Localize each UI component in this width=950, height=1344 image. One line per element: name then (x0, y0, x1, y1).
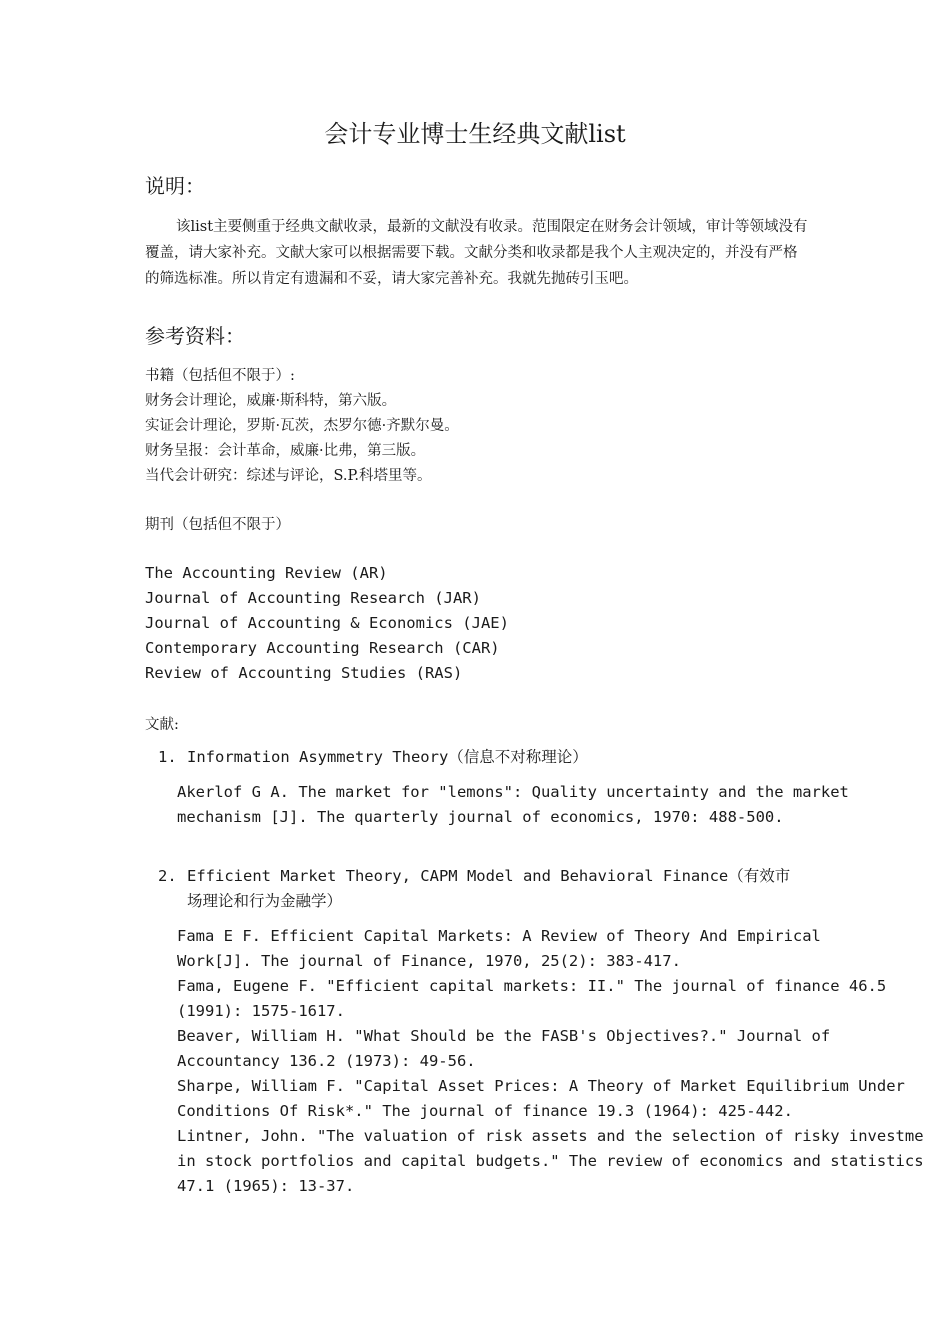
journal-item: Contemporary Accounting Research (CAR) (145, 639, 500, 657)
reference-line: Akerlof G A. The market for "lemons": Quality uncertainty and the market (177, 783, 849, 801)
reference-line: Fama, Eugene F. "Efficient capital markets: II." The journal of finance 46.5 (177, 977, 887, 995)
book-item: 实证会计理论，罗斯·瓦茨，杰罗尔德·齐默尔曼。 (145, 418, 459, 434)
topic-2-title (158, 864, 808, 914)
books-list (145, 364, 459, 489)
reference-line: 47.1 (1965): 13-37. (177, 1177, 355, 1195)
reference-line: mechanism [J]. The quarterly journal of economics, 1970: 488-500. (177, 808, 784, 826)
journal-item: Journal of Accounting Research (JAR) (145, 589, 481, 607)
topic-number: 2. (158, 867, 177, 885)
reference-line: Sharpe, William F. "Capital Asset Prices: A Theory of Market Equilibrium Under (177, 1077, 905, 1095)
reference-line: Work[J]. The journal of Finance, 1970, 25(2): 383-417. (177, 952, 681, 970)
page-title: 会计专业博士生经典文献list (324, 120, 626, 148)
topic-1-title (158, 745, 808, 770)
journal-item: Review of Accounting Studies (RAS) (145, 664, 463, 682)
topic-title-line-2: 场理论和行为金融学） (187, 892, 343, 910)
topic-title: Information Asymmetry Theory（信息不对称理论） (187, 748, 588, 766)
topic-2-references (177, 924, 947, 1199)
books-label: 书籍（包括但不限于）: (145, 368, 295, 384)
references-heading: 参考资料： (145, 324, 245, 348)
reference-line: Fama E F. Efficient Capital Markets: A Review of Theory And Empirical (177, 927, 821, 945)
reference-line: Conditions Of Risk*." The journal of finance 19.3 (1964): 425-442. (177, 1102, 793, 1120)
reference-line: Lintner, John. "The valuation of risk assets and the selection of risky investme (177, 1127, 924, 1145)
journal-item: The Accounting Review (AR) (145, 564, 388, 582)
journals-label: 期刊（包括但不限于） (145, 517, 290, 533)
reference-line: Beaver, William H. "What Should be the FASB's Objectives?." Journal of (177, 1027, 831, 1045)
book-item: 当代会计研究：综述与评论，S.P.科塔里等。 (145, 468, 432, 484)
book-item: 财务呈报：会计革命，威廉·比弗，第三版。 (145, 443, 426, 459)
reference-line: (1991): 1575-1617. (177, 1002, 345, 1020)
literature-heading: 文献: (145, 717, 179, 733)
journals-list (145, 561, 509, 686)
explanation-heading: 说明： (145, 174, 205, 198)
topic-title-line-1: Efficient Market Theory, CAPM Model and Behavioral Finance（有效市 (187, 867, 791, 885)
topic-1-references (177, 780, 947, 830)
reference-line: in stock portfolios and capital budgets." The review of economics and statistics (177, 1152, 924, 1170)
journal-item: Journal of Accounting & Economics (JAE) (145, 614, 509, 632)
topic-number: 1. (158, 748, 177, 766)
book-item: 财务会计理论，威廉·斯科特，第六版。 (145, 393, 397, 409)
reference-line: Accountancy 136.2 (1973): 49-56. (177, 1052, 476, 1070)
explanation-paragraph: 该list主要侧重于经典文献收录，最新的文献没有收录。范围限定在财务会计领域，审计等领域没有覆盖，请大家补充。文献大家可以根据需要下载。文献分类和收录都是我个人主观决定的，并没有严格的筛选标准。所以肯定有遗漏和不妥，请大家完善补充。我就先抛砖引玉吧。 (145, 219, 808, 287)
